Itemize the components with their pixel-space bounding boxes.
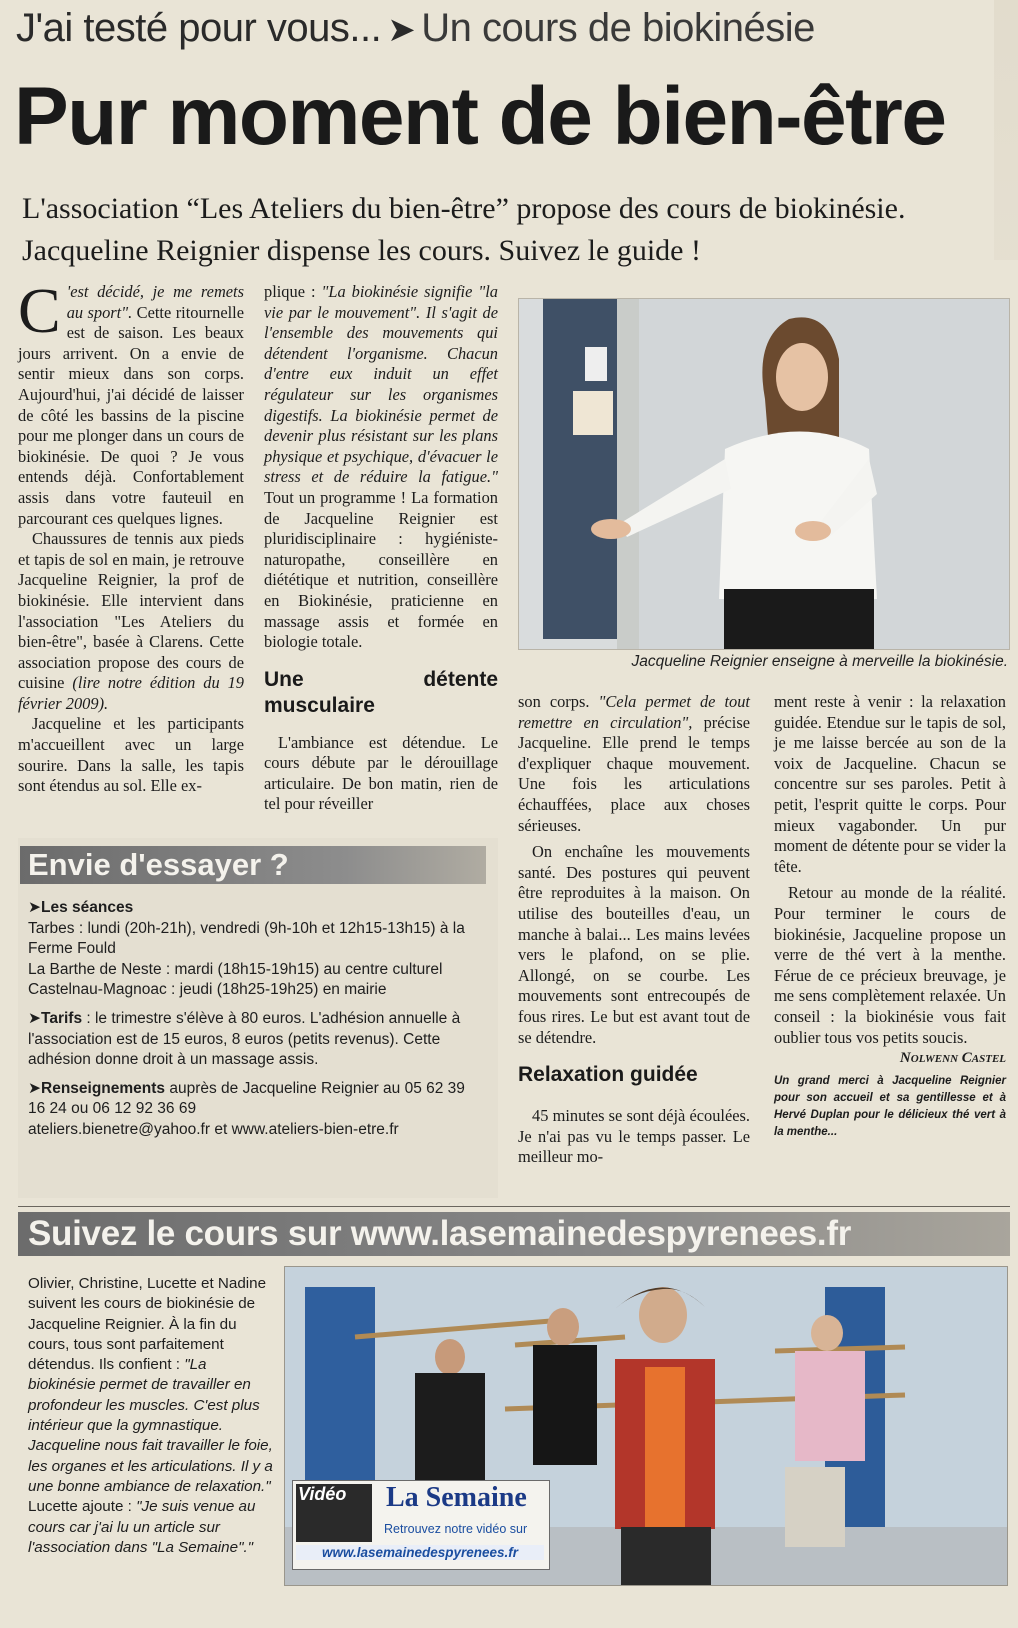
divider (18, 1206, 1010, 1207)
seances-label: Les séances (41, 899, 134, 916)
lead-paragraph: L'association “Les Ateliers du bien-être” propose des cours de biokinésie. Jacqueline Reignier dispense les cours. Suivez le guide ! (22, 192, 906, 267)
contact-line: ateliers.bienetre@yahoo.fr et www.ateliers-bien-etre.fr (28, 1120, 399, 1138)
kicker (16, 6, 815, 51)
tarifs-section (28, 1009, 484, 1071)
col2-paragraph-1: plique : "La biokinésie signifie "la vie par le mouvement". Il s'agit de l'ensemble des mouvements qui détendent l'organisme. Chacun d'entre eux induit un effet régulateur sur les organismes digestifs. La biokinésie permet de devenir plus résistant sur les plans physique et psychique, d'évacuer le stress et de réduire la fatigue." Tout un programme ! La formation de Jacqueline Reignier est pluridisciplinaire : hygiéniste-naturopathe, conseillère en diététique et nutrition, conseillère en Biokinésie, praticienne en massage assis et formée en biologie totale. (264, 282, 498, 652)
photo-instructor (518, 298, 1010, 650)
article-column-4 (774, 692, 1006, 1141)
video-label: Vidéo (298, 1484, 347, 1504)
video-banner-title: Suivez le cours sur www.lasemainedespyrenees.fr (28, 1214, 852, 1253)
seances-line-3: Castelnau-Magnoac : jeudi (18h25-19h25) en mairie (28, 981, 387, 999)
col3-paragraph-2: On enchaîne les mouvements santé. Des postures qui peuvent être reproduites à la maison. On utilise des bouteilles d'eau, un manche à balai... Les mains levées vers le plafond, on se plie. Allongé, on se courbe. Les mouvements sont entrecoupés de fous rires. Le but est avant tout de se détendre. (518, 842, 750, 1047)
col3-paragraph-1: son corps. "Cela permet de tout remettre en circulation", précise Jacqueline. Elle prend le temps d'expliquer chaque mouvement. Une fois les articulations échauffées, place aux choses sérieuses. (518, 692, 750, 835)
article-column-2 (264, 282, 498, 815)
col1-paragraph-2: Chaussures de tennis aux pieds et tapis de sol en main, je retrouve Jacqueline Reignier, la prof de biokinésie. Elle intervient dans l'association "Les Ateliers du bien-être", basée à Clarens. Cette association propose des cours de cuisine (lire notre édition du 19 février 2009). (18, 529, 244, 713)
article-column-3 (518, 692, 750, 1168)
photo-caption: Jacqueline Reignier enseigne à merveille la biokinésie. (631, 653, 1008, 670)
thanks-note: Un grand merci à Jacqueline Reignier pour son accueil et sa gentillesse et à Hervé Duplan pour le délicieux thé vert à la menthe... (774, 1074, 1006, 1138)
arrow-right-icon: ➤ (28, 1079, 41, 1097)
tarifs-label: Tarifs (41, 1009, 83, 1027)
arrow-right-icon: ➤ (28, 899, 41, 916)
kicker-label: J'ai testé pour vous... (16, 6, 382, 50)
arrow-right-icon: ➤ (28, 1009, 41, 1027)
arrow-right-icon: ➤ (387, 11, 416, 49)
col4-paragraph-2: Retour au monde de la réalité. Pour terminer le cours de biokinésie, Jacqueline propose un verre de thé vert à la menthe. Férue de ce précieux breuvage, je me sens complètement relaxée. Un conseil : la biokinésie vous fait oublier tous vos petits soucis. (774, 883, 1006, 1047)
col1-paragraph-3: Jacqueline et les participants m'accueillent avec un large sourire. Dans la salle, les tapis sont étendus au sol. Elle ex- (18, 714, 244, 796)
badge-subtitle: Retrouvez notre vidéo sur (384, 1522, 528, 1536)
subhead-relaxation: Relaxation guidée (518, 1063, 698, 1087)
info-box-body (28, 898, 484, 1149)
badge-url-link[interactable]: www.lasemainedespyrenees.fr (296, 1545, 544, 1560)
seances-line-2: La Barthe de Neste : mardi (18h15-19h15) au centre culturel (28, 960, 443, 978)
byline: Nolwenn Castel (899, 1050, 1006, 1067)
photo-instructor-image (519, 299, 1009, 649)
col3-paragraph-3: 45 minutes se sont déjà écoulées. Je n'ai pas vu le temps passer. Le meilleur mo- (518, 1106, 750, 1167)
renseignements-section (28, 1079, 484, 1141)
kicker-topic: Un cours de biokinésie (421, 6, 815, 50)
col4-paragraph-1: ment reste à venir : la relaxation guidée. Etendue sur le tapis de sol, je me laisse bercée au son de la voix de Jacqueline. Chacun se concentre sur ses paroles. Petit à petit, l'esprit quitte le corps. Pour mieux vagabonder. Un pur moment de détente pour se vider la tête. (774, 692, 1006, 876)
headline: Pur moment de bien-être (14, 71, 946, 162)
renseignements-text: auprès de Jacqueline Reignier au 05 62 39 16 24 ou 06 12 92 36 69 (28, 1079, 465, 1118)
tarifs-text: : le trimestre s'élève à 80 euros. L'adhésion annuelle à l'association est de 15 euros, 8 euros (petits revenus). Cette adhésion donne droit à un massage assis. (28, 1009, 461, 1069)
col1-paragraph-1: C 'est décidé, je me remets au sport". Cette ritournelle est de saison. Les beaux jours arrivent. On a envie de sentir mieux dans son corps. Aujourd'hui, j'ai décidé de laisser de côté les bassins de la piscine pour me plonger dans un cours de biokinésie. De quoi ? Je vous entends déjà. Confortablement assis dans votre fauteuil en parcourant ces quelques lignes. (18, 275, 244, 528)
info-box-title: Envie d'essayer ? (28, 847, 289, 882)
seances-section (28, 898, 484, 1001)
seances-line-1: Tarbes : lundi (20h-21h), vendredi (9h-10h et 12h15-13h15) à la Ferme Fould (28, 919, 465, 958)
participants-text: Olivier, Christine, Lucette et Nadine suivent les cours de biokinésie de Jacqueline Reignier. À la fin du cours, tous sont parfaitement détendus. Ils confient : "La biokinésie permet de travailler en profondeur les muscles. C'est plus intérieur que la gymnastique. Jacqueline nous fait travailler le foie, les organes et les articulations. Il y a une bonne ambiance de relaxation." Lucette ajoute : "Je suis venue au cours car j'ai lu un article sur l'association dans "La Semaine"." (28, 1275, 273, 1556)
renseignements-label: Renseignements (41, 1079, 166, 1097)
drop-cap: C (18, 275, 61, 346)
article-column-1 (18, 275, 244, 797)
col2-paragraph-2: L'ambiance est détendue. Le cours débute par le dérouillage articulaire. De bon matin, rien de tel pour réveiller (264, 732, 498, 814)
subhead-detente: Une détente musculaire (264, 667, 498, 717)
la-semaine-logo: La Semaine (386, 1482, 527, 1513)
